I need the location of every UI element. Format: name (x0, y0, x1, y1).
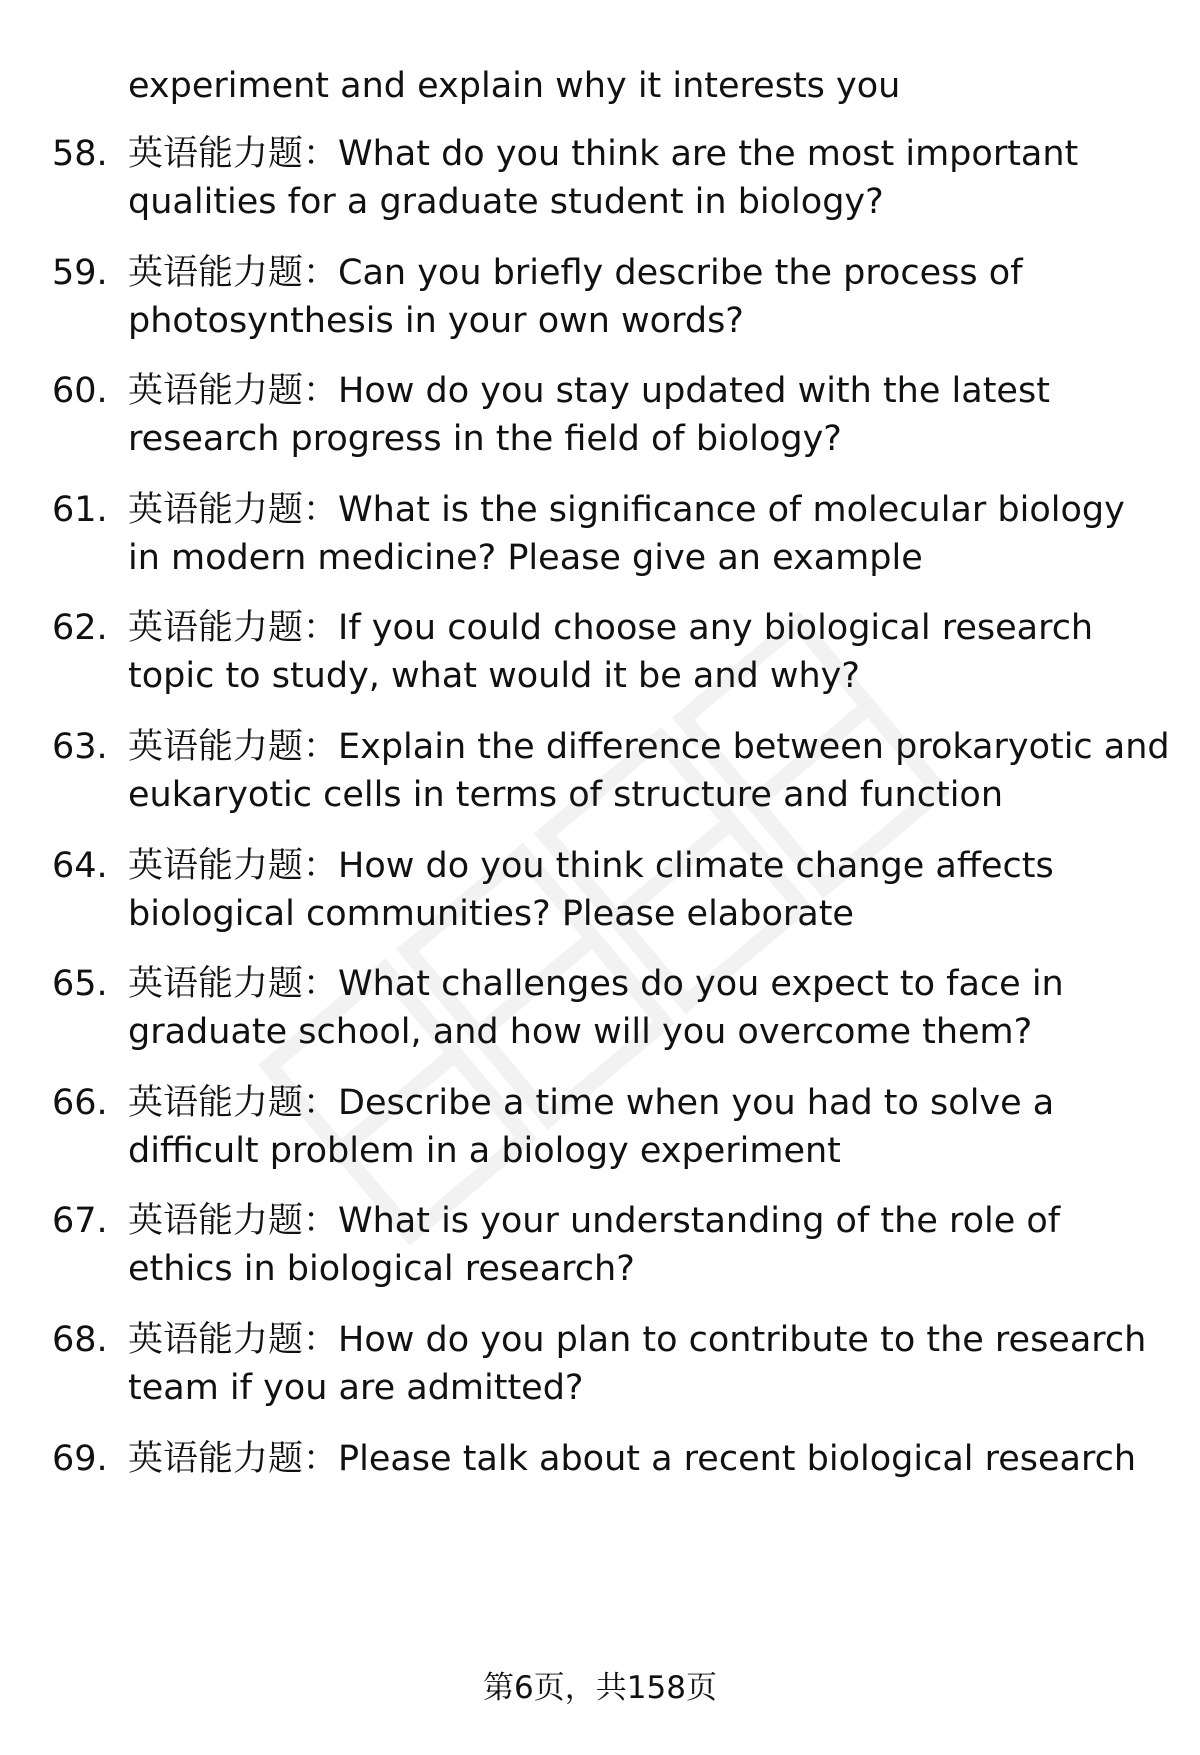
question-text-line: ethics in biological research? (128, 1249, 635, 1289)
question-number: 59. (52, 253, 108, 293)
question-text-line: in modern medicine? Please give an example (128, 538, 923, 578)
question-text-line: 英语能力题：What challenges do you expect to face in (128, 964, 1064, 1004)
question-number: 61. (52, 490, 108, 530)
question-number: 68. (52, 1320, 108, 1360)
question-number: 60. (52, 371, 108, 411)
question-text-line: 英语能力题：Explain the difference between prokaryotic and (128, 727, 1170, 767)
question-text-line: 英语能力题：How do you stay updated with the latest (128, 371, 1050, 411)
question-text-line: topic to study, what would it be and why? (128, 656, 860, 696)
question-text (128, 486, 1178, 582)
question-text-line: biological communities? Please elaborate (128, 894, 854, 934)
question-text-line: difficult problem in a biology experiment (128, 1131, 841, 1171)
question-text-line: 英语能力题：What is the significance of molecular biology (128, 490, 1125, 530)
question-text-line: graduate school, and how will you overcome them? (128, 1012, 1033, 1052)
question-text-line: 英语能力题：Describe a time when you had to solve a (128, 1083, 1055, 1123)
question-text (128, 1197, 1178, 1293)
question-text-line: eukaryotic cells in terms of structure and function (128, 775, 1004, 815)
question-number: 67. (52, 1201, 108, 1241)
question-number: 64. (52, 846, 108, 886)
question-number: 63. (52, 727, 108, 767)
question-text (128, 1316, 1178, 1412)
question-text-line: research progress in the field of biology? (128, 419, 842, 459)
question-text-line: 英语能力题：If you could choose any biological research (128, 608, 1094, 648)
question-text (128, 130, 1178, 226)
question-text (128, 249, 1178, 345)
question-text-line: team if you are admitted? (128, 1368, 584, 1408)
page-footer: 第6页，共158页 (483, 1670, 717, 1706)
question-text (128, 604, 1178, 700)
question-number: 65. (52, 964, 108, 1004)
question-text-line: 英语能力题：How do you plan to contribute to the research (128, 1320, 1147, 1360)
question-text-line: 英语能力题：What is your understanding of the role of (128, 1201, 1061, 1241)
question-text (128, 842, 1178, 938)
question-text-line: 英语能力题：Please talk about a recent biological research (128, 1439, 1137, 1479)
question-number: 58. (52, 134, 108, 174)
question-number: 62. (52, 608, 108, 648)
question-text (128, 1079, 1178, 1175)
question-text (128, 960, 1178, 1056)
question-number: 69. (52, 1439, 108, 1479)
question-text (128, 1435, 1178, 1483)
question-text (128, 723, 1178, 819)
question-number: 66. (52, 1083, 108, 1123)
question-text (128, 367, 1178, 463)
question-text-line: photosynthesis in your own words? (128, 301, 744, 341)
question-text-line: 英语能力题：Can you briefly describe the process of (128, 253, 1023, 293)
question-text-line: 英语能力题：How do you think climate change affects (128, 846, 1054, 886)
question-text-line: qualities for a graduate student in biology? (128, 182, 884, 222)
previous-question-continuation: experiment and explain why it interests you (128, 66, 901, 106)
question-text-line: 英语能力题：What do you think are the most important (128, 134, 1079, 174)
